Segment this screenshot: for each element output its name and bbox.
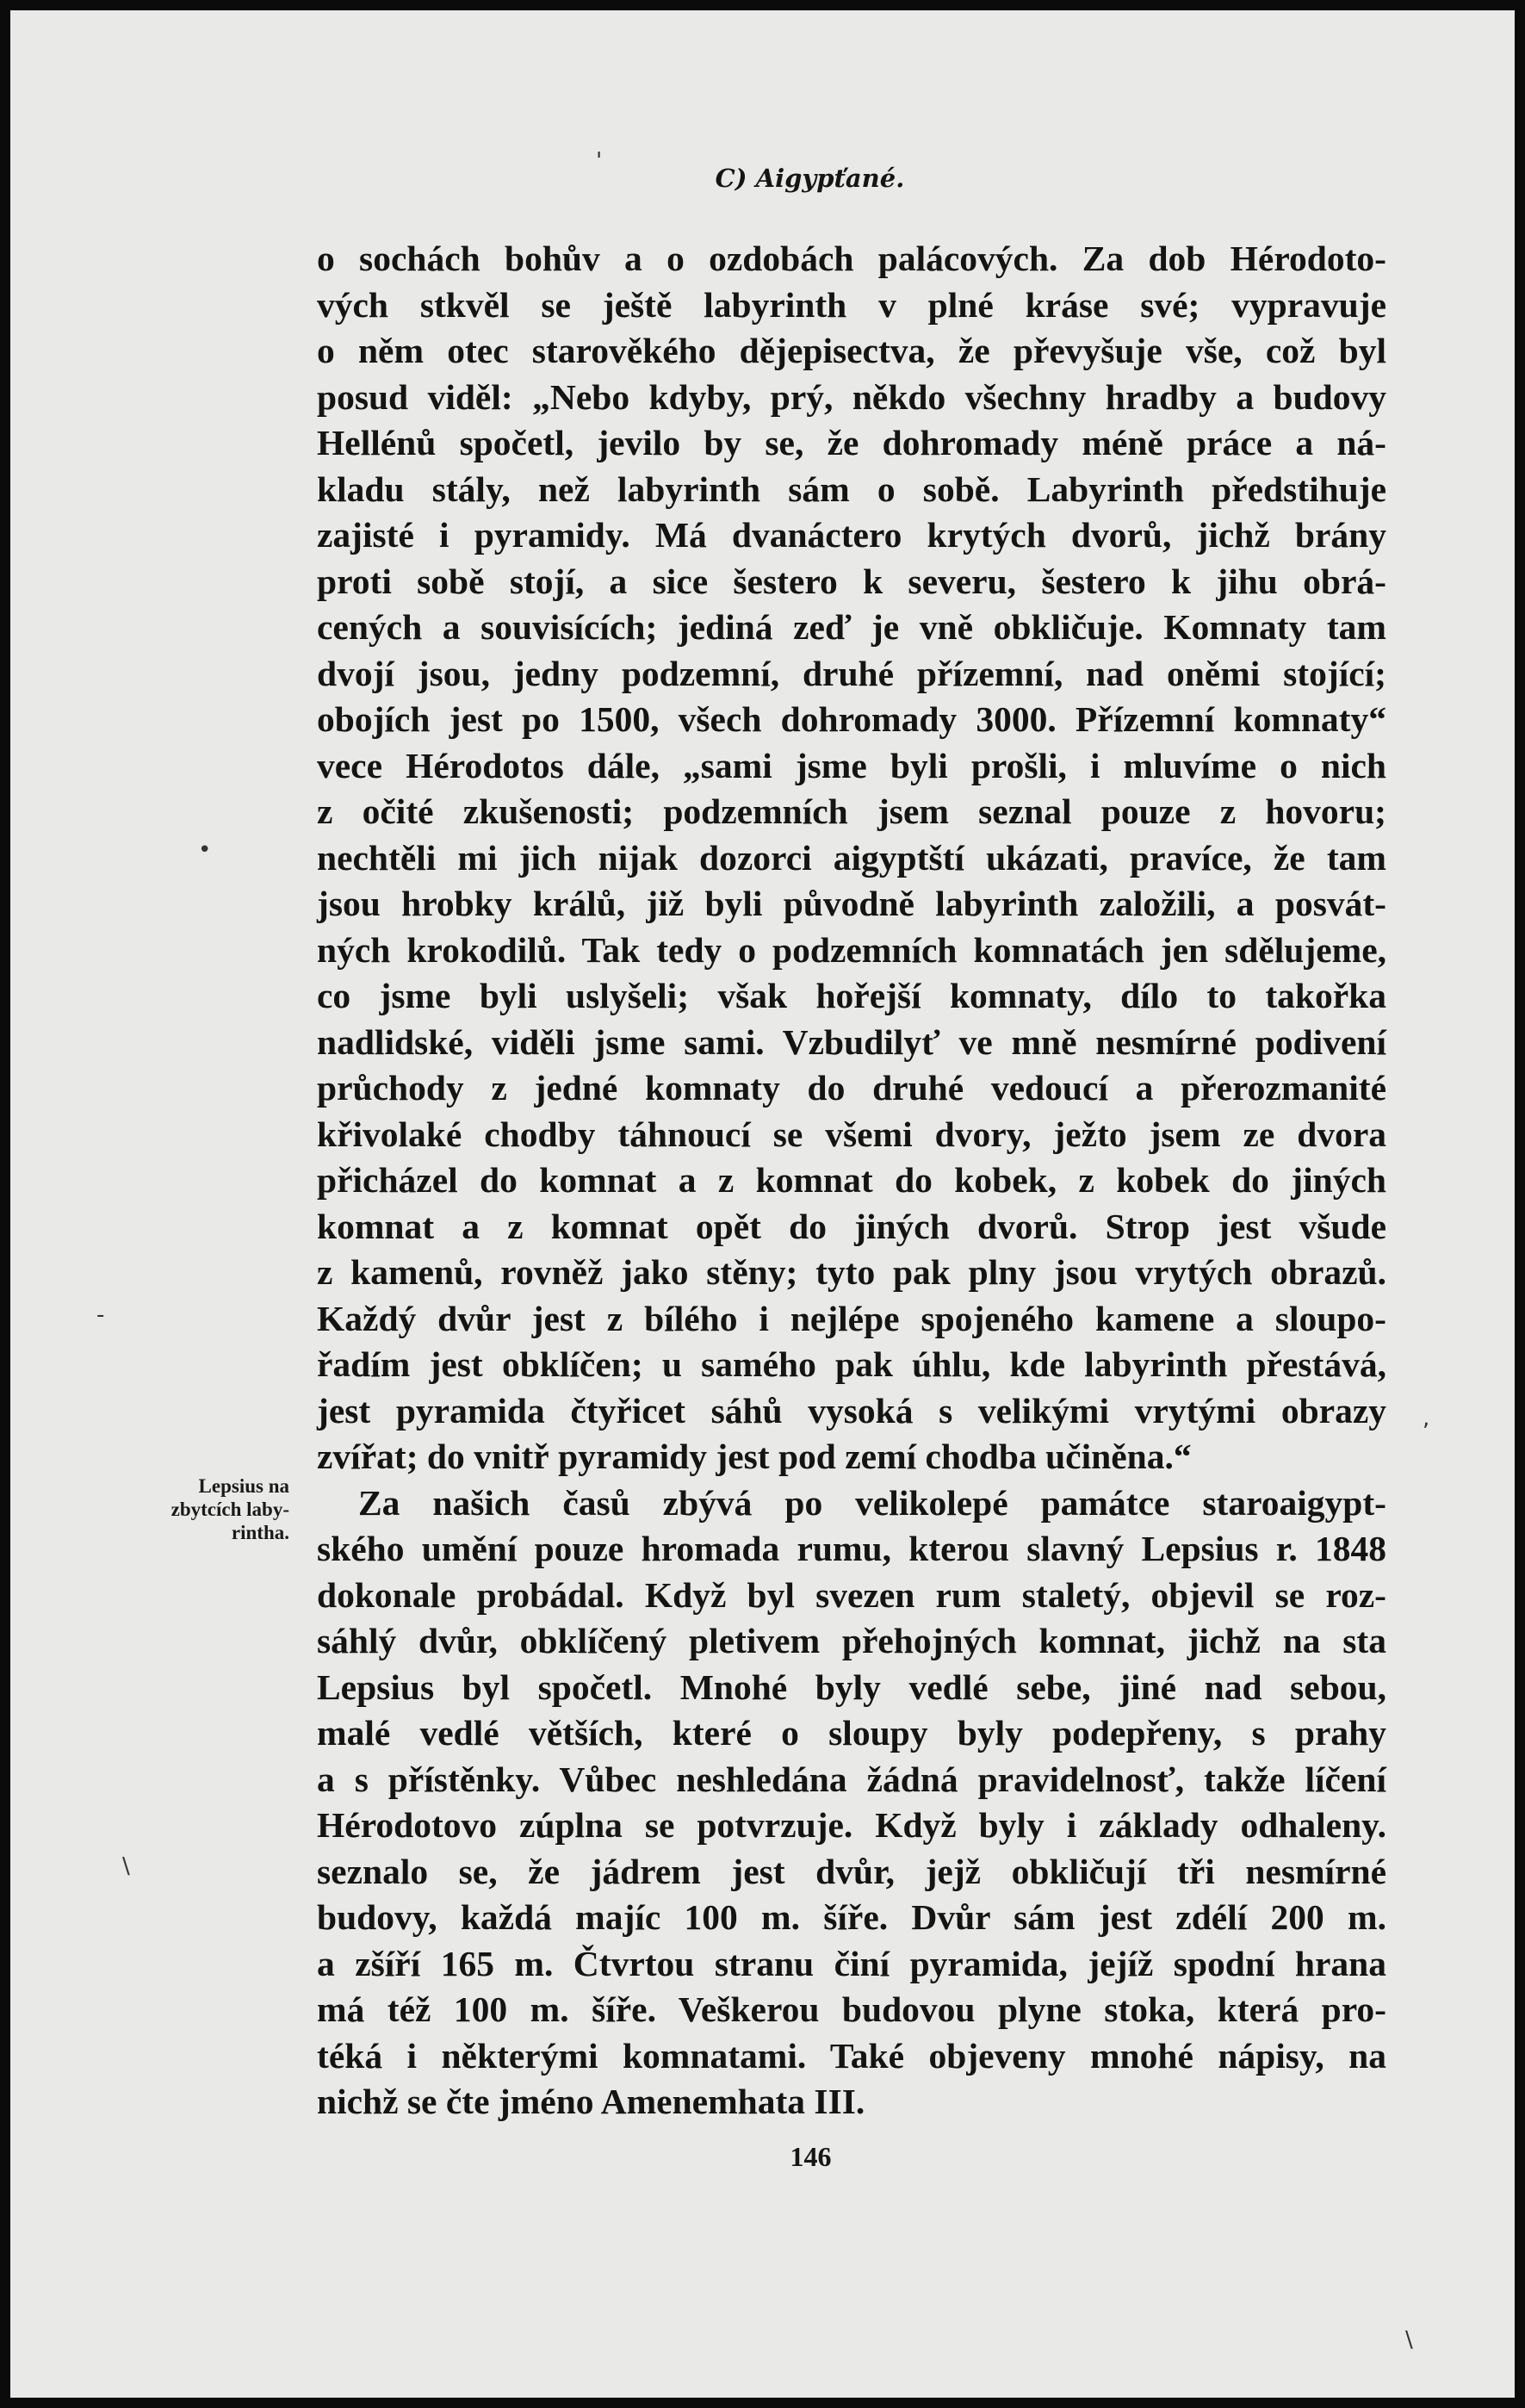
body-line: Každý dvůr jest z bílého i nejlépe spojeného kamene a sloupo- — [317, 1298, 1386, 1338]
body-line: Lepsius byl spočetl. Mnohé byly vedlé sebe, jiné nad sebou, — [317, 1666, 1386, 1707]
body-line: dvojí jsou, jedny podzemní, druhé přízemní, nad oněmi stojící; — [317, 653, 1386, 693]
body-line: obojích jest po 1500, všech dohromady 3000. Přízemní komnaty“ — [317, 699, 1386, 739]
body-line: ných krokodilů. Tak tedy o podzemních komnatách jen sdělujeme, — [317, 929, 1386, 970]
body-line: posud viděl: „Nebo kdyby, prý, někdo všechny hradby a budovy — [317, 376, 1386, 417]
book-page — [10, 10, 1515, 2398]
body-line: zvířat; do vnitř pyramidy jest pod zemí chodba učiněna.“ — [317, 1437, 1192, 1476]
margin-note-line: rintha. — [231, 1522, 289, 1543]
body-line: z kamenů, rovněž jako stěny; tyto pak plny jsou vrytých obrazů. — [317, 1252, 1386, 1292]
body-line: Hellénů spočetl, jevilo by se, že dohromady méně práce a ná- — [317, 423, 1386, 462]
margin-note-line: zbytcích laby- — [170, 1499, 289, 1520]
body-text — [317, 236, 1386, 2126]
body-line: a zšíří 165 m. Čtvrtou stranu činí pyramida, jejíž spodní hrana — [317, 1943, 1386, 1983]
body-line: o něm otec starověkého dějepisectva, že převyšuje vše, což byl — [317, 331, 1386, 370]
dust-speck-icon: , — [1423, 1406, 1430, 1431]
body-line: jest pyramida čtyřicet sáhů vysoká s velikými vrytými obrazy — [317, 1390, 1386, 1431]
dust-speck-icon: ' — [596, 148, 603, 174]
body-line: a s přístěnky. Vůbec neshledána žádná pravidelnosť, takže líčení — [317, 1759, 1386, 1799]
dust-speck-icon: - — [96, 1302, 105, 1328]
body-line: přicházel do komnat a z komnat do kobek, z kobek do jiných — [317, 1160, 1386, 1200]
body-line: vých stkvěl se ještě labyrinth v plné kráse své; vypravuje — [317, 284, 1386, 325]
body-line: nichž se čte jméno Amenemhata III. — [317, 2082, 865, 2121]
dust-speck-icon: \ — [122, 1853, 130, 1879]
body-line: sáhlý dvůr, obklíčený pletivem přehojných komnat, jichž na sta — [317, 1621, 1386, 1660]
body-line: má též 100 m. šíře. Veškerou budovou plyne stoka, která pro- — [317, 1989, 1386, 2029]
body-line: průchody z jedné komnaty do druhé vedoucí a přerozmanité — [317, 1068, 1386, 1108]
running-header: C) Aigypťané. — [715, 164, 905, 193]
body-line: křivolaké chodby táhnoucí se všemi dvory, ježto jsem ze dvora — [317, 1114, 1386, 1154]
body-line: seznalo se, že jádrem jest dvůr, jejž obkličují tři nesmírné — [317, 1851, 1386, 1891]
body-line: dokonale probádal. Když byl svezen rum staletý, objevil se roz- — [317, 1574, 1386, 1615]
body-line: zajisté i pyramidy. Má dvanáctero krytých dvorů, jichž brány — [317, 515, 1386, 555]
body-line: co jsme byli uslyšeli; však hořejší komnaty, dílo to takořka — [317, 976, 1386, 1015]
body-line: ského umění pouze hromada rumu, kterou slavný Lepsius r. 1848 — [317, 1529, 1386, 1568]
body-line: jsou hrobky králů, již byli původně labyrinth založili, a posvát- — [317, 884, 1386, 923]
margin-note — [162, 1474, 289, 1544]
body-line: proti sobě stojí, a sice šestero k severu, šestero k jihu obrá- — [317, 561, 1386, 601]
page-number: 146 — [790, 2141, 832, 2172]
body-line: Za našich časů zbývá po velikolepé památce staroaigypt- — [358, 1482, 1386, 1523]
margin-note-line: Lepsius na — [198, 1475, 289, 1497]
body-line: kladu stály, než labyrinth sám o sobě. Labyrinth předstihuje — [317, 469, 1386, 509]
body-line: budovy, každá majíc 100 m. šíře. Dvůr sám jest zdélí 200 m. — [317, 1897, 1386, 1937]
body-line: malé vedlé větších, které o sloupy byly podepřeny, s prahy — [317, 1713, 1386, 1753]
dust-speck-icon: \ — [1405, 2327, 1413, 2353]
body-line: nechtěli mi jich nijak dozorci aigyptští ukázati, pravíce, že tam — [317, 837, 1386, 878]
body-line: vece Hérodotos dále, „sami jsme byli prošli, i mluvíme o nich — [317, 745, 1386, 785]
body-line: z očité zkušenosti; podzemních jsem seznal pouze z hovoru; — [317, 791, 1386, 831]
body-line: komnat a z komnat opět do jiných dvorů. Strop jest všude — [317, 1206, 1386, 1246]
body-line: téká i některými komnatami. Také objeveny mnohé nápisy, na — [317, 2035, 1386, 2076]
body-line: cených a souvisících; jediná zeď je vně obkličuje. Komnaty tam — [317, 607, 1386, 647]
body-line: Hérodotovo zúplna se potvrzuje. Když byly i základy odhaleny. — [317, 1805, 1386, 1845]
body-line: nadlidské, viděli jsme sami. Vzbudilyť ve mně nesmírné podivení — [317, 1021, 1386, 1062]
dust-speck-icon: • — [198, 837, 212, 863]
body-line: o sochách bohův a o ozdobách palácových. Za dob Hérodoto- — [317, 239, 1386, 278]
body-line: řadím jest obklíčen; u samého pak úhlu, kde labyrinth přestává, — [317, 1344, 1386, 1384]
